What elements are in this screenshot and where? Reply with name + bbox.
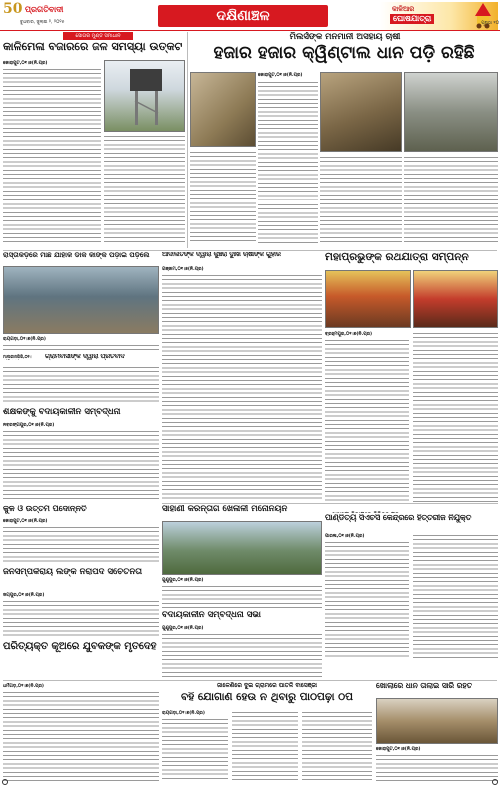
story-dateline: କୋରାପୁଟ,୦୧।୭(ନି.ପ୍ର) xyxy=(3,61,48,66)
story-body xyxy=(162,584,322,609)
story-paddy-shed xyxy=(376,682,498,782)
story-dateline: କୋରାପୁଟ,୦୧।୭(ନି.ପ୍ର) xyxy=(258,73,303,78)
section-title: ଦକ୍ଷିଣାଞ୍ଚଳ xyxy=(216,8,270,24)
story-body-3 xyxy=(302,710,372,782)
story-court-farmers xyxy=(162,252,322,502)
story-body xyxy=(325,338,409,502)
newspaper-logo xyxy=(3,2,118,18)
story-dateline: କୋରାପୁଟ,୦୧।୭(ନି.ପ୍ର) xyxy=(3,519,48,524)
story-body xyxy=(3,525,159,565)
story-dateline: ଗଞ୍ଜାମ,୦୧।୭(ନି.ପ୍ର) xyxy=(162,267,204,272)
story-body xyxy=(376,753,498,782)
story-dateline: ବ୍ରହ୍ମପୁର,୦୧।୭(ନି.ପ୍ର) xyxy=(325,332,373,337)
story-headline: ବିଦାୟକାଳୀନ ସମ୍ବର୍ଦ୍ଧନା ସଭା xyxy=(162,611,261,620)
story-body xyxy=(162,632,322,677)
masthead-rule xyxy=(0,30,500,31)
story-headline: କୁଳ ଓ ଉତ୍ତମ ପଦୋନ୍ନତି xyxy=(3,505,87,513)
paddy-sacks-photo-2 xyxy=(320,72,402,152)
page-number: ପୃଷ୍ଠା ୧୦ xyxy=(481,21,499,26)
story-dateline: ରାୟଗଡ଼ା,୦୧।୭(ନି.ପ୍ର) xyxy=(162,711,205,716)
story-headline: ପାଣ୍ଡିତ୍ୟ ସିଏଚସି କେନ୍ଦ୍ରରେ ହିତ୍ତରୀଜ ନିଯୁକ୍ତ xyxy=(325,514,472,522)
story-body-2 xyxy=(413,533,498,659)
story-headline: ଖୋଲାରେ ଧାନ ତାଲାଇ ସାରି ରହତ xyxy=(376,682,473,690)
paddy-sacks-photo-1 xyxy=(190,72,256,147)
story-awareness xyxy=(3,568,159,638)
story-headline: ହଜାର ହଜାର କ୍ୱିଣ୍ଟାଲ ଧାନ ପଡ଼ି ରହିଛି xyxy=(213,44,475,63)
registration-mark-icon xyxy=(492,779,498,785)
rathayatra-photo-2 xyxy=(413,270,498,328)
section-title-band xyxy=(158,5,328,27)
story-water-problem xyxy=(3,32,185,248)
badge-line2: ଘୋଷଯାତ୍ରା xyxy=(390,14,434,24)
story-dateline: ନବରଙ୍ଗପୁର,୦୧।୭(ନି.ପ୍ର) xyxy=(3,423,55,428)
story-body xyxy=(325,540,409,659)
story-body-right xyxy=(104,134,185,243)
row-divider xyxy=(162,503,498,504)
badge-line1: କାଳିଆର xyxy=(392,5,415,13)
story-kicker: ଜାଳେଣିରେ ଦୁଇ ଗ୍ରାମରେ ପାତଳି ବାସେଞ୍ଜା xyxy=(217,682,317,689)
story-headline: ବହି ଯୋଗାଣ ହେଉ ନ ଥିବାରୁ ପାଠପଢ଼ା ଠପ xyxy=(180,692,354,703)
story-body xyxy=(3,429,159,502)
date-line: ବୁଧବାର, ଜୁଲାଇ ୨, ୨୦୨୫ xyxy=(20,20,65,25)
story-body xyxy=(3,343,159,352)
rathayatra-photo-1 xyxy=(325,270,411,328)
water-tank-photo xyxy=(104,60,185,132)
players-photo xyxy=(162,521,322,575)
logo-number: 50 xyxy=(3,2,23,17)
registration-mark-icon xyxy=(2,779,8,785)
story-body xyxy=(3,690,159,781)
story-body xyxy=(3,365,159,404)
logo-text: ପ୍ରଗତିବାଦୀ xyxy=(25,5,64,14)
story-dateline: ମାଲକାନଗିରି,୦୧। xyxy=(3,354,32,359)
story-headline: ପରିତ୍ୟକ୍ତ କୂଅରେ ଯୁବକଙ୍କ ମୃତଦେହ xyxy=(3,641,157,652)
story-kicker: ମିଲର୍ସଙ୍କ ମନମାନୀ ଅସହାୟ ଚାଷୀ xyxy=(289,32,401,42)
story-kicker xyxy=(325,505,498,513)
story-body xyxy=(162,717,228,782)
story-villagers-protest xyxy=(3,354,159,404)
story-dateline: ପାରଳା,୦୧।୭(ନି.ପ୍ର) xyxy=(325,534,365,539)
story-headline: ଆଦାଲତଙ୍କ ଦ୍ୱାରା କୁଞ୍ଚିରା ଦୁଃଖ ଚାଷୀଙ୍କ ଗୁହାରି xyxy=(162,252,281,258)
story-body-2 xyxy=(232,710,298,782)
story-headline: ଜନସମ୍ପର୍କରାୟ ଲିଙ୍କ ନିରାପଦ ସଚେତନତା xyxy=(3,568,142,577)
paddy-shed-photo xyxy=(376,698,498,744)
story-dateline: ଧର୍ମଗଡ଼,୦୧।୭(ନି.ପ୍ର) xyxy=(3,684,44,689)
column-divider xyxy=(187,32,188,248)
story-health-appointment xyxy=(325,505,498,659)
story-body-2 xyxy=(413,331,498,502)
story-promotion xyxy=(3,505,159,565)
story-books-supply xyxy=(162,682,372,782)
row-divider xyxy=(3,250,497,251)
farmers-photo xyxy=(404,72,498,152)
story-body xyxy=(3,599,159,638)
story-body-in-well xyxy=(3,641,159,781)
story-dateline: ରାୟଗଡ଼ା,୦୧।୭(ନି.ପ୍ର) xyxy=(3,337,46,342)
story-body xyxy=(258,80,318,200)
story-rathayatra xyxy=(325,252,498,502)
story-body xyxy=(162,273,322,502)
story-body-3 xyxy=(320,155,402,244)
story-paddy-stock xyxy=(190,32,498,248)
story-body-2 xyxy=(190,150,256,244)
story-headline: ସାହାଣୀ କରନ୍ତାଗି ଖେଳାଳୀ ମନୋନୟନ xyxy=(162,505,288,514)
story-players-selection xyxy=(162,505,322,609)
story-dateline: କୋରାପୁଟ,୦୧।୭(ନି.ପ୍ର) xyxy=(376,747,421,752)
story-body-5 xyxy=(258,202,318,244)
story-kicker: ସୋଗର ମୁଣ୍ଡ ସମାଧାନ xyxy=(63,32,133,40)
story-headline: ରାସ୍ତାକଡ଼ରେ ମାଛ ଯାହାଁକ ଡାକ କାଙ୍କ ପଡ଼ାଇ ପଡ଼ିଲେ xyxy=(3,252,150,259)
story-body xyxy=(3,67,101,243)
story-body-4 xyxy=(404,155,498,244)
story-dateline: ଜୟପୁର,୦୧।୭(ନି.ପ୍ର) xyxy=(3,593,45,598)
fish-market-photo xyxy=(3,266,159,334)
story-dateline: ଗୁଣୁପୁର,୦୧।୭(ନି.ପ୍ର) xyxy=(162,626,204,631)
story-fish-market xyxy=(3,252,159,352)
story-headline: ଗ୍ରାମବାସୀଙ୍କ ଦ୍ୱାରା ପ୍ରତିବାଦ xyxy=(45,354,125,360)
story-dateline: ଗୁଣୁପୁର,୦୧।୭(ନି.ପ୍ର) xyxy=(162,578,204,583)
story-headline: ମହାପ୍ରଭୁଙ୍କ ରଥଯାତ୍ରା ସମ୍ପନ୍ନ xyxy=(325,252,469,263)
story-headline: ଶିକ୍ଷକଙ୍କୁ ବିଦାୟକାଳୀନ ସମ୍ବର୍ଦ୍ଧନା xyxy=(3,408,121,417)
story-teacher-farewell xyxy=(3,408,159,502)
story-headline: କାଳିମେଳା ବଜାରରେ ଜଳ ସମସ୍ୟା ଉତ୍କଟ xyxy=(3,41,183,53)
masthead xyxy=(0,0,500,30)
story-farewell-meeting xyxy=(162,611,322,677)
